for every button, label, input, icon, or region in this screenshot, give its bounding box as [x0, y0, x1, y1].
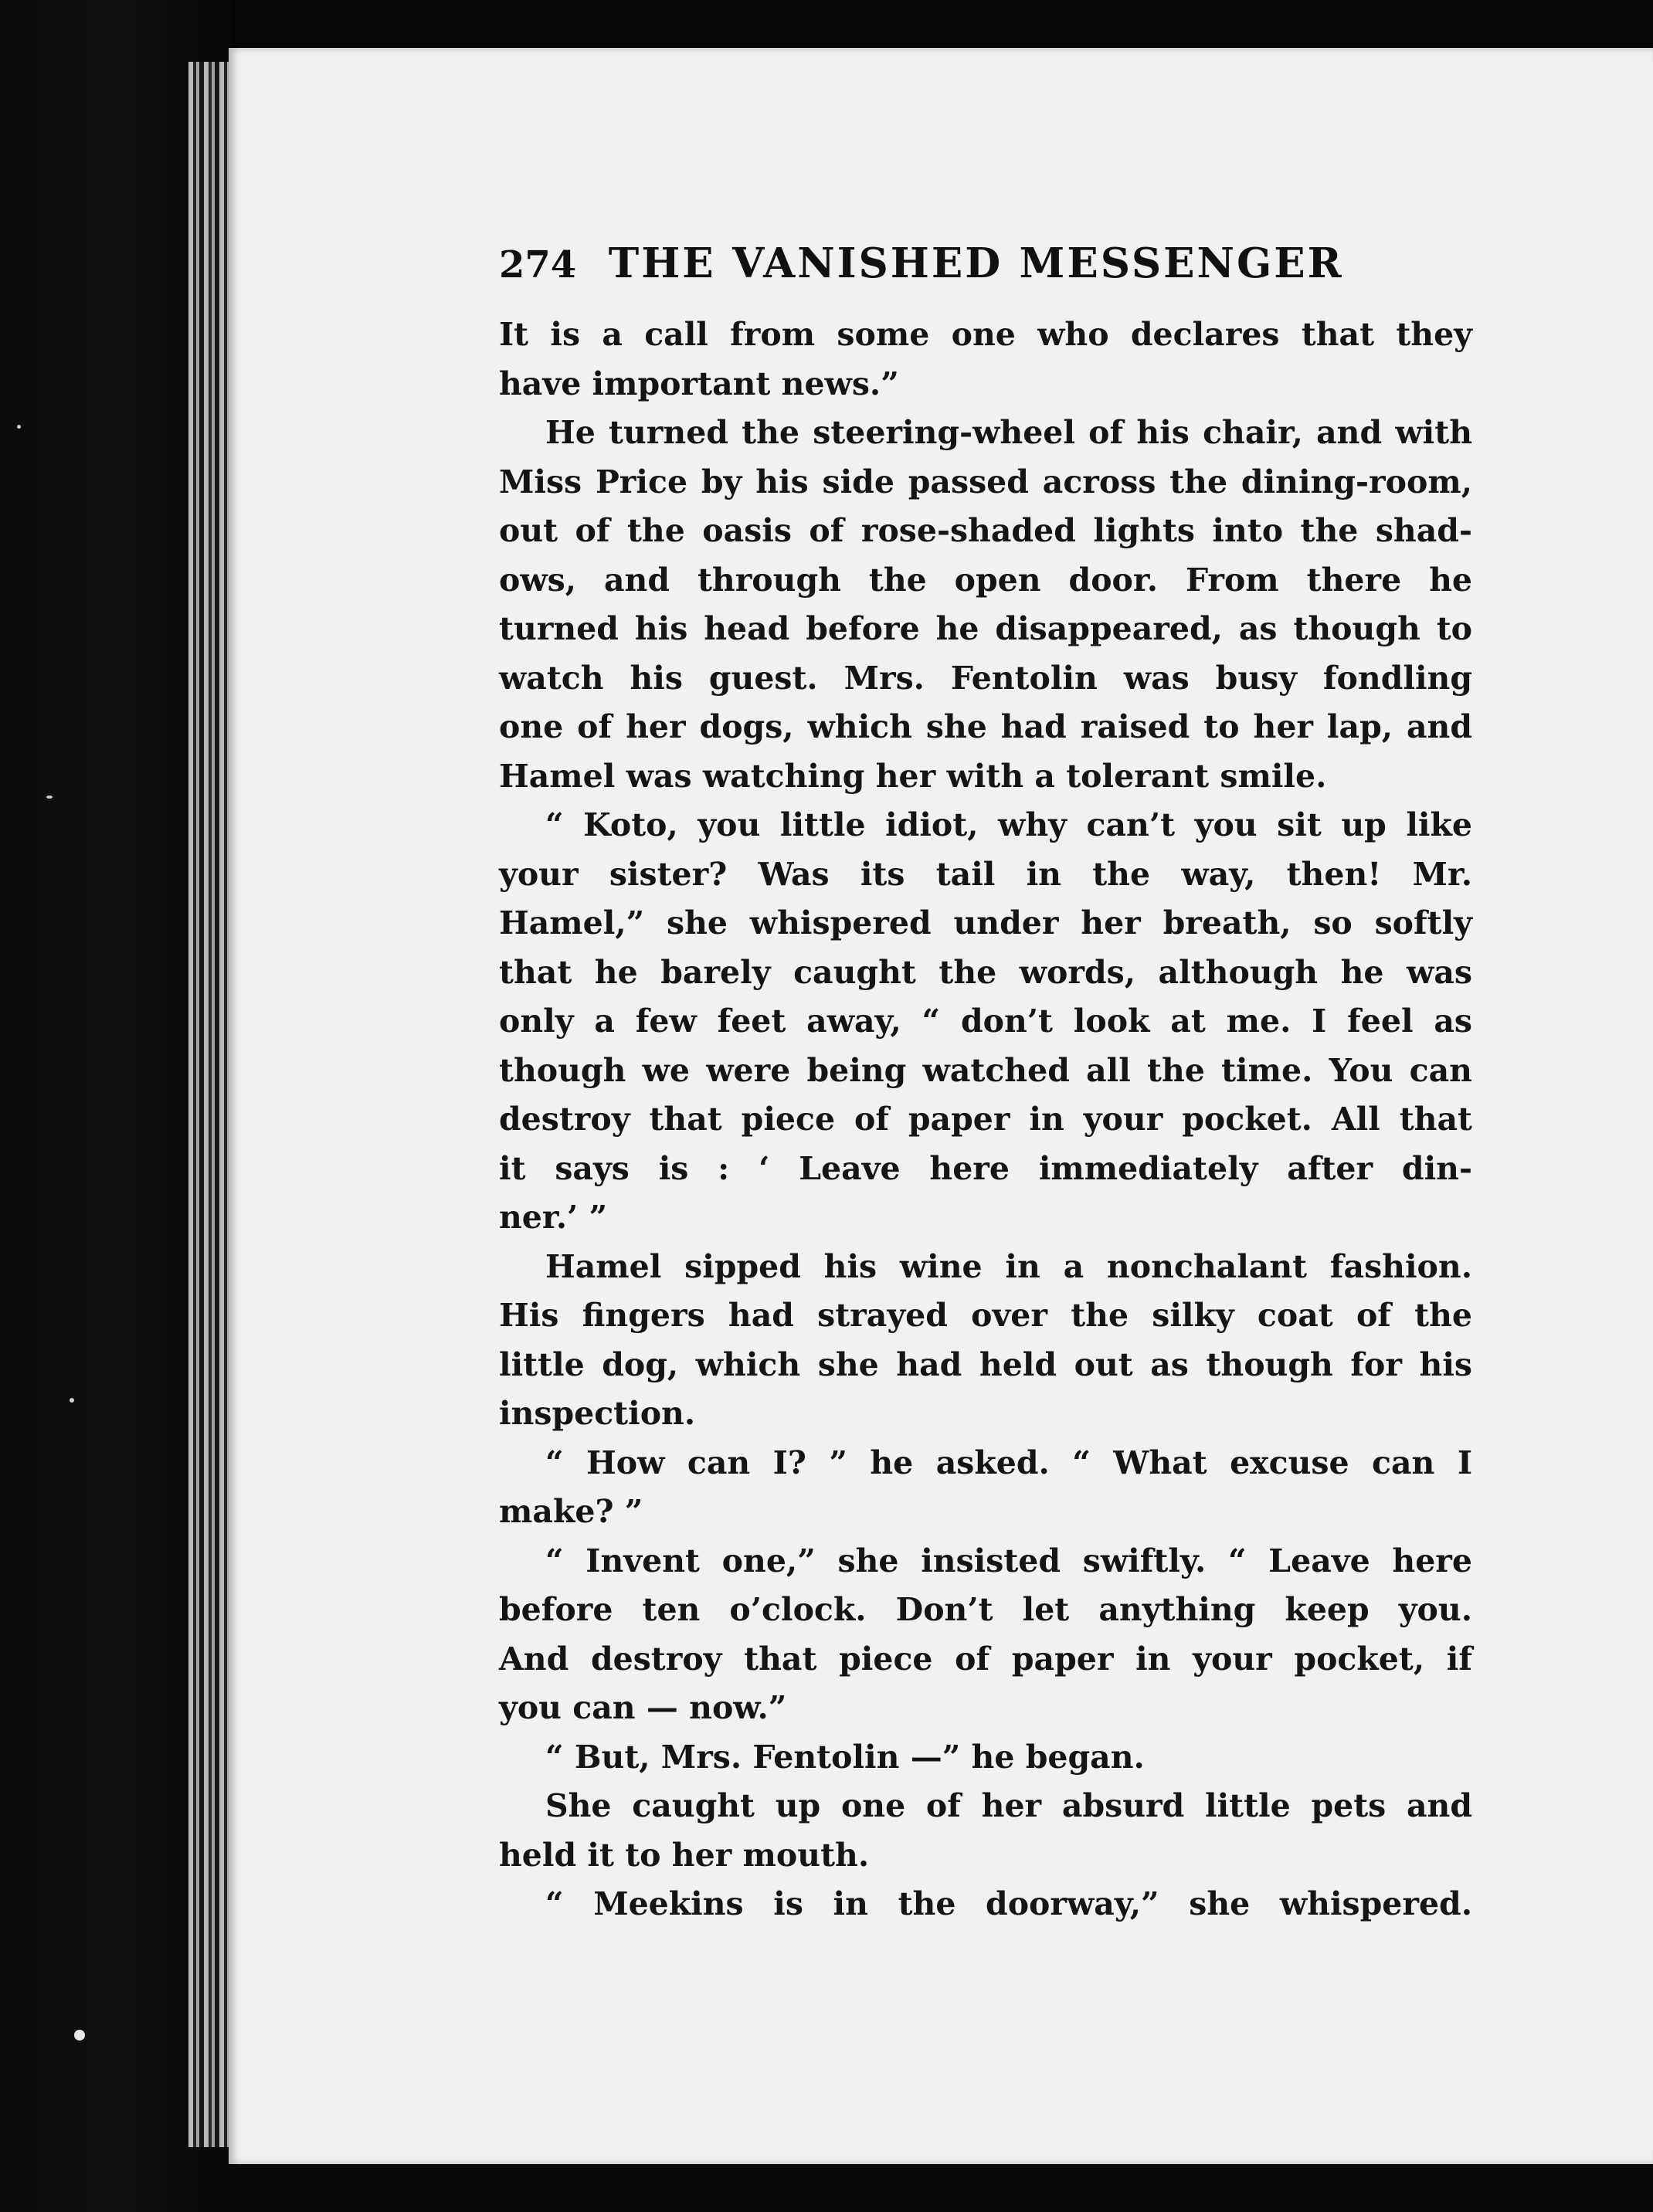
body-text [499, 310, 1472, 1929]
text-line: She caught up one of her absurd little pets and [545, 1787, 1472, 1824]
text-line: “ Koto, you little idiot, why can’t you sit up like [545, 806, 1472, 843]
text-line: Hamel was watching her with a tolerant smile. [499, 757, 1327, 795]
text-line: And destroy that piece of paper in your pocket, if [499, 1640, 1472, 1678]
page-header [499, 239, 1472, 287]
text-line: Hamel,” she whispered under her breath, so softly [499, 904, 1472, 941]
text-line: “ Invent one,” she insisted swiftly. “ Leave here [545, 1542, 1472, 1579]
text-line: your sister? Was its tail in the way, then! Mr. [499, 855, 1472, 893]
text-line: held it to her mouth. [499, 1836, 870, 1874]
text-line: He turned the steering-wheel of his chair, and with [545, 414, 1472, 451]
text-line: Miss Price by his side passed across the dining-room, [499, 463, 1472, 500]
text-line: ows, and through the open door. From there he [499, 561, 1472, 599]
running-title: THE VANISHED MESSENGER [608, 239, 1344, 287]
page-edges [188, 62, 233, 2147]
text-line: little dog, which she had held out as though for his [499, 1345, 1472, 1383]
text-line: His fingers had strayed over the silky coat of the [499, 1297, 1472, 1334]
text-line: that he barely caught the words, although he was [499, 953, 1472, 991]
text-line: before ten o’clock. Don’t let anything keep you. [499, 1591, 1472, 1628]
dust-speck [74, 2030, 85, 2041]
dust-speck [17, 425, 21, 429]
text-line: turned his head before he disappeared, as though to [499, 610, 1472, 647]
text-line: have important news.” [499, 365, 899, 402]
text-line: only a few feet away, “ don’t look at me. I feel as [499, 1003, 1472, 1040]
text-line: Hamel sipped his wine in a nonchalant fashion. [545, 1247, 1472, 1285]
dust-speck [70, 1398, 74, 1403]
text-line: it says is : ‘ Leave here immediately after din- [499, 1149, 1472, 1187]
text-line: “ But, Mrs. Fentolin —” he began. [545, 1738, 1145, 1776]
text-line: destroy that piece of paper in your pocket. All that [499, 1101, 1472, 1138]
page-number: 274 [499, 243, 577, 287]
text-line: you can — now.” [499, 1689, 787, 1726]
text-line: make? ” [499, 1493, 643, 1530]
text-line: inspection. [499, 1395, 696, 1432]
text-line: though we were being watched all the time. You can [499, 1051, 1472, 1089]
text-line: It is a call from some one who declares that they [499, 316, 1472, 353]
text-line: one of her dogs, which she had raised to her lap, and [499, 708, 1472, 745]
text-line: “ How can I? ” he asked. “ What excuse can I [545, 1444, 1472, 1481]
text-line: watch his guest. Mrs. Fentolin was busy fondling [499, 659, 1472, 697]
text-line: ner.’ ” [499, 1199, 608, 1236]
bottom-margin [229, 2164, 1653, 2212]
dust-speck [46, 796, 53, 799]
text-line: out of the oasis of rose-shaded lights into the shad- [499, 512, 1472, 549]
text-line: “ Meekins is in the doorway,” she whispered. [545, 1885, 1472, 1922]
